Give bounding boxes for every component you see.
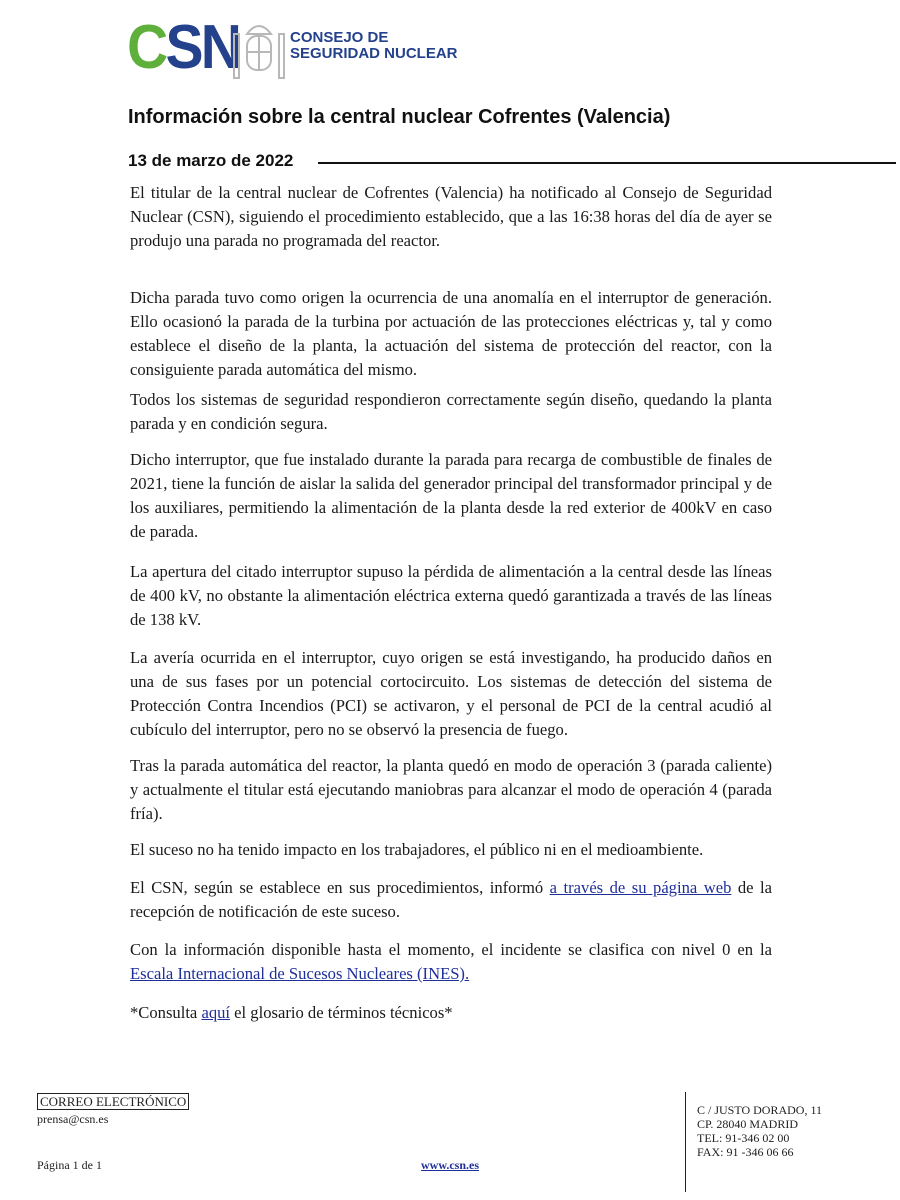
glossary-link[interactable]: aquí: [201, 1003, 231, 1022]
text: Con la información disponible hasta el momento, el incidente se clasifica con nivel 0 en la: [130, 940, 772, 959]
paragraph: Todos los sistemas de seguridad respondieron correctamente según diseño, quedando la planta parada y en condición segura.: [130, 390, 772, 433]
text: de la recepción de notificación de este suceso.: [130, 878, 772, 921]
paragraph: La avería ocurrida en el interruptor, cuyo origen se está investigando, ha producido daños en una de sus fases por un potencial cortocircuito. Los sistemas de detección del sistema de Protección Contra Incendios (PCI) se activaron, y el personal de PCI de la central acudió al cubículo del interruptor, pero no se observó la presencia de fuego.: [130, 648, 772, 739]
paragraph: Tras la parada automática del reactor, la planta quedó en modo de operación 3 (parada caliente) y actualmente el titular está ejecutando maniobras para alcanzar el modo de operación 4 (parada fría).: [130, 756, 772, 823]
text: *Consulta: [130, 1003, 202, 1022]
org-line-2: SEGURIDAD NUCLEAR: [290, 45, 458, 62]
paragraph: La apertura del citado interruptor supuso la pérdida de alimentación a la central desde las líneas de 400 kV, no obstante la alimentación eléctrica externa quedó garantizada a través de las líneas de 138 kV.: [130, 562, 772, 629]
address-line: CP. 28040 MADRID: [697, 1117, 799, 1131]
text: el glosario de términos técnicos*: [230, 1003, 453, 1022]
ines-link[interactable]: Escala Internacional de Sucesos Nucleares (INES).: [130, 964, 470, 983]
paragraph: [130, 876, 772, 924]
paragraph: [130, 938, 772, 986]
address-line: C / JUSTO DORADO, 11: [697, 1103, 823, 1117]
page-number: Página 1 de 1: [37, 1158, 102, 1172]
divider: [318, 162, 896, 164]
csn-logo: [127, 12, 458, 84]
csn-website-link[interactable]: a través de su página web: [549, 878, 732, 897]
email-label-text: CORREO ELECTRÓNICO: [37, 1093, 189, 1110]
text: El CSN, según se establece en sus procedimientos, informó: [130, 878, 550, 897]
paragraph: [130, 1001, 772, 1025]
date: 13 de marzo de 2022: [128, 151, 294, 170]
page-title: Información sobre la central nuclear Cofrentes (Valencia): [128, 106, 671, 128]
paragraph: Dicha parada tuvo como origen la ocurrencia de una anomalía en el interruptor de generación. Ello ocasionó la parada de la turbina por actuación de las protecciones eléctricas y, tal y como establece el diseño de la planta, la actuación del sistema de protección del reactor, con la consiguiente parada automática del mismo.: [130, 288, 772, 379]
org-line-1: CONSEJO DE: [290, 29, 389, 46]
address-block: [697, 1103, 822, 1159]
paragraph: Dicho interruptor, que fue instalado durante la parada para recarga de combustible de finales de 2021, tiene la función de aislar la salida del generador principal del transformador principal y de los auxiliares, permitiendo la alimentación de la planta desde la red exterior de 400kV en caso de parada.: [130, 450, 772, 541]
footer-divider: [685, 1092, 686, 1192]
fax: FAX: 91 -346 06 66: [697, 1145, 794, 1159]
website-link[interactable]: www.csn.es: [421, 1158, 480, 1172]
org-name: [290, 30, 458, 62]
logo-text: CSN: [127, 13, 240, 82]
paragraph: El suceso no ha tenido impacto en los trabajadores, el público ni en el medioambiente.: [130, 840, 704, 859]
email: prensa@csn.es: [37, 1112, 109, 1126]
phone: TEL: 91-346 02 00: [697, 1131, 790, 1145]
coat-of-arms-icon: [229, 12, 289, 84]
paragraph: El titular de la central nuclear de Cofrentes (Valencia) ha notificado al Consejo de Seguridad Nuclear (CSN), siguiendo el procedimiento establecido, que a las 16:38 horas del día de ayer se produjo una parada no programada del reactor.: [130, 183, 772, 250]
email-label: [37, 1094, 189, 1110]
